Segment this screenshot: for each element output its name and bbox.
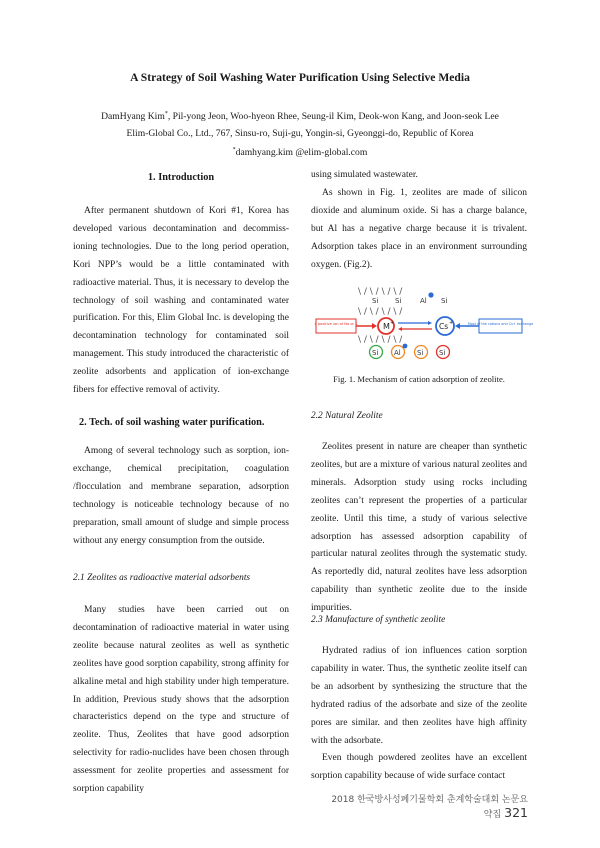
oxygen-bonds-mid: \ / \ / \ / \ / — [358, 307, 403, 317]
subsection-2-2-text: Zeolites present in nature are cheaper than synthetic zeolites, but are a mixture of various natural zeolites and minerals. Adsorption study using rocks including zeolites can’t represent the properties of a particular zeolite. Until this time, a study of various selective adsorption has assessed adsorption capability of particular natural zeolites through the systematic study. As reportedly did, natural zeolites have less adsorption capability than synthetic zeolite due to the inside impurities. — [311, 442, 527, 614]
negative-charge-dot — [428, 292, 433, 297]
author-list — [0, 106, 600, 125]
right-arrowhead — [455, 323, 460, 329]
zeolite-diagram — [314, 282, 534, 367]
cs-ion-label: Cs — [439, 322, 449, 331]
subsection-2-2-paragraph — [311, 439, 527, 618]
cs-ion-charge: + — [449, 320, 454, 326]
m-ion-label: M — [383, 322, 390, 331]
si-label-top-3: Si — [441, 297, 448, 305]
al-label-bottom: Al — [394, 349, 401, 357]
conference-name: 2018 한국방사성폐기물학회 춘계학술대회 논문요약집 — [331, 795, 528, 820]
si-label-bottom-1: Si — [372, 349, 379, 357]
oxygen-bonds-top: \ / \ / \ / \ / — [358, 287, 403, 297]
first-author: DamHyang Kim — [101, 111, 165, 123]
tech-heading: 2. Tech. of soil washing water purification. — [79, 417, 265, 428]
right-intro-paragraph — [311, 167, 527, 274]
tech-text: Among of several technology such as sorption, ion-exchange, chemical precipitation, coagulation /flocculation and membrane separation, adsorption technology is noticeable technology because of no preparation, small amount of sludge and simple process without any energy consumption from the outside. — [73, 446, 289, 546]
al-label-top: Al — [420, 297, 427, 305]
intro-heading: 1. Introduction — [147, 172, 215, 183]
subsection-2-1-paragraph — [73, 602, 289, 799]
subsection-2-2-heading: 2.2 Natural Zeolite — [311, 411, 383, 421]
m-ion-charge: + — [390, 320, 395, 326]
left-callout-text: a positive ion of Na or K — [314, 322, 358, 326]
email-mark: * — [232, 147, 236, 154]
figure-caption: Fig. 1. Mechanism of cation adsorption of zeolite. — [333, 374, 505, 384]
si-label-bottom-3: Si — [439, 349, 446, 357]
page-footer — [330, 792, 528, 820]
exchange-arrowhead-right — [428, 321, 432, 325]
email: damhyang.kim @elim-global.com — [235, 147, 368, 159]
negative-charge-dot-2 — [403, 344, 408, 349]
page-number: 321 — [504, 805, 528, 820]
paper-title: A Strategy of Soil Washing Water Purification Using Selective Media — [130, 71, 470, 84]
tech-paragraph — [73, 443, 289, 550]
subsection-2-3-heading: 2.3 Manufacture of synthetic zeolite — [311, 615, 446, 625]
subsection-2-1-text: Many studies have been carried out on decontamination of radioactive material in water using zeolite because natural zeolites as well as synthetic zeolites have good sorption capability, strong affinity for alkaline metal and high stability under high temperature. In addition, Previous study shows that the adsorption characteristics depend on the type and structure of zeolite. Thus, Zeolites that have good adsorption selectivity for radio-nuclides have been chosen through assessment for zeolite properties and assessment for sorption capability — [73, 605, 289, 795]
si-label-top-1: Si — [372, 297, 379, 305]
exchange-arrowhead-left — [398, 327, 402, 331]
subsection-2-3-text-2: Even though powdered zeolites have an excellent sorption capability because of wide surface contact — [311, 753, 527, 782]
left-arrowhead — [372, 323, 377, 329]
oxygen-bonds-lower: \ / \ / \ / \ / — [358, 335, 403, 345]
si-label-top-2: Si — [395, 297, 402, 305]
coauthors: , Pil-yong Jeon, Woo-hyeon Rhee, Seung-il Kim, Deok-won Kang, and Joon-seok Lee — [167, 111, 499, 123]
email-line — [0, 142, 600, 161]
right-callout-text: Most of the cations and Cs+ exchange — [467, 322, 534, 326]
author-block — [0, 106, 600, 161]
figure-zeolite-mechanism — [314, 282, 534, 367]
subsection-2-3-text: Hydrated radius of ion influences cation sorption capability in water. Thus, the synthetic zeolite itself can be an adsorbent by synthesizing the structure that the hydrated radius of the adsorbate and size of the zeolite pores are similar. and then zeolites have high affinity with the adsorbate. — [311, 646, 527, 746]
affiliation: Elim-Global Co., Ltd., 767, Sinsu-ro, Suji-gu, Yongin-si, Gyeonggi-do, Republic of Korea — [126, 128, 474, 140]
intro-paragraph — [73, 203, 289, 400]
subsection-2-1-heading: 2.1 Zeolites as radioactive material adsorbents — [73, 573, 251, 583]
corresponding-mark: * — [164, 111, 168, 117]
intro-text: After permanent shutdown of Kori #1, Korea has developed various decontamination and decommiss-ioning technologies. Due to the long period operation, Kori NPP’s would be a little contaminated with radioactive material. Thus, it is necessary to develop the technology of soil washing and contaminated water purification. For this, Elim Global Inc. is developing the decontamination technology for contaminated soil management. This study introduced the characteristic of zeolite adsorbents and application of ion-exchange fibers for effective removal of activity. — [73, 206, 289, 396]
continued-text: using simulated wastewater. — [311, 170, 418, 180]
fig-reference-text: As shown in Fig. 1, zeolites are made of silicon dioxide and aluminum oxide. Si has a charge balance, but Al has a negative charge because it is trivalent. Adsorption takes place in an environment surrounding oxygen. (Fig.2). — [311, 187, 527, 270]
si-label-bottom-2: Si — [417, 349, 424, 357]
subsection-2-3-paragraph — [311, 643, 527, 786]
